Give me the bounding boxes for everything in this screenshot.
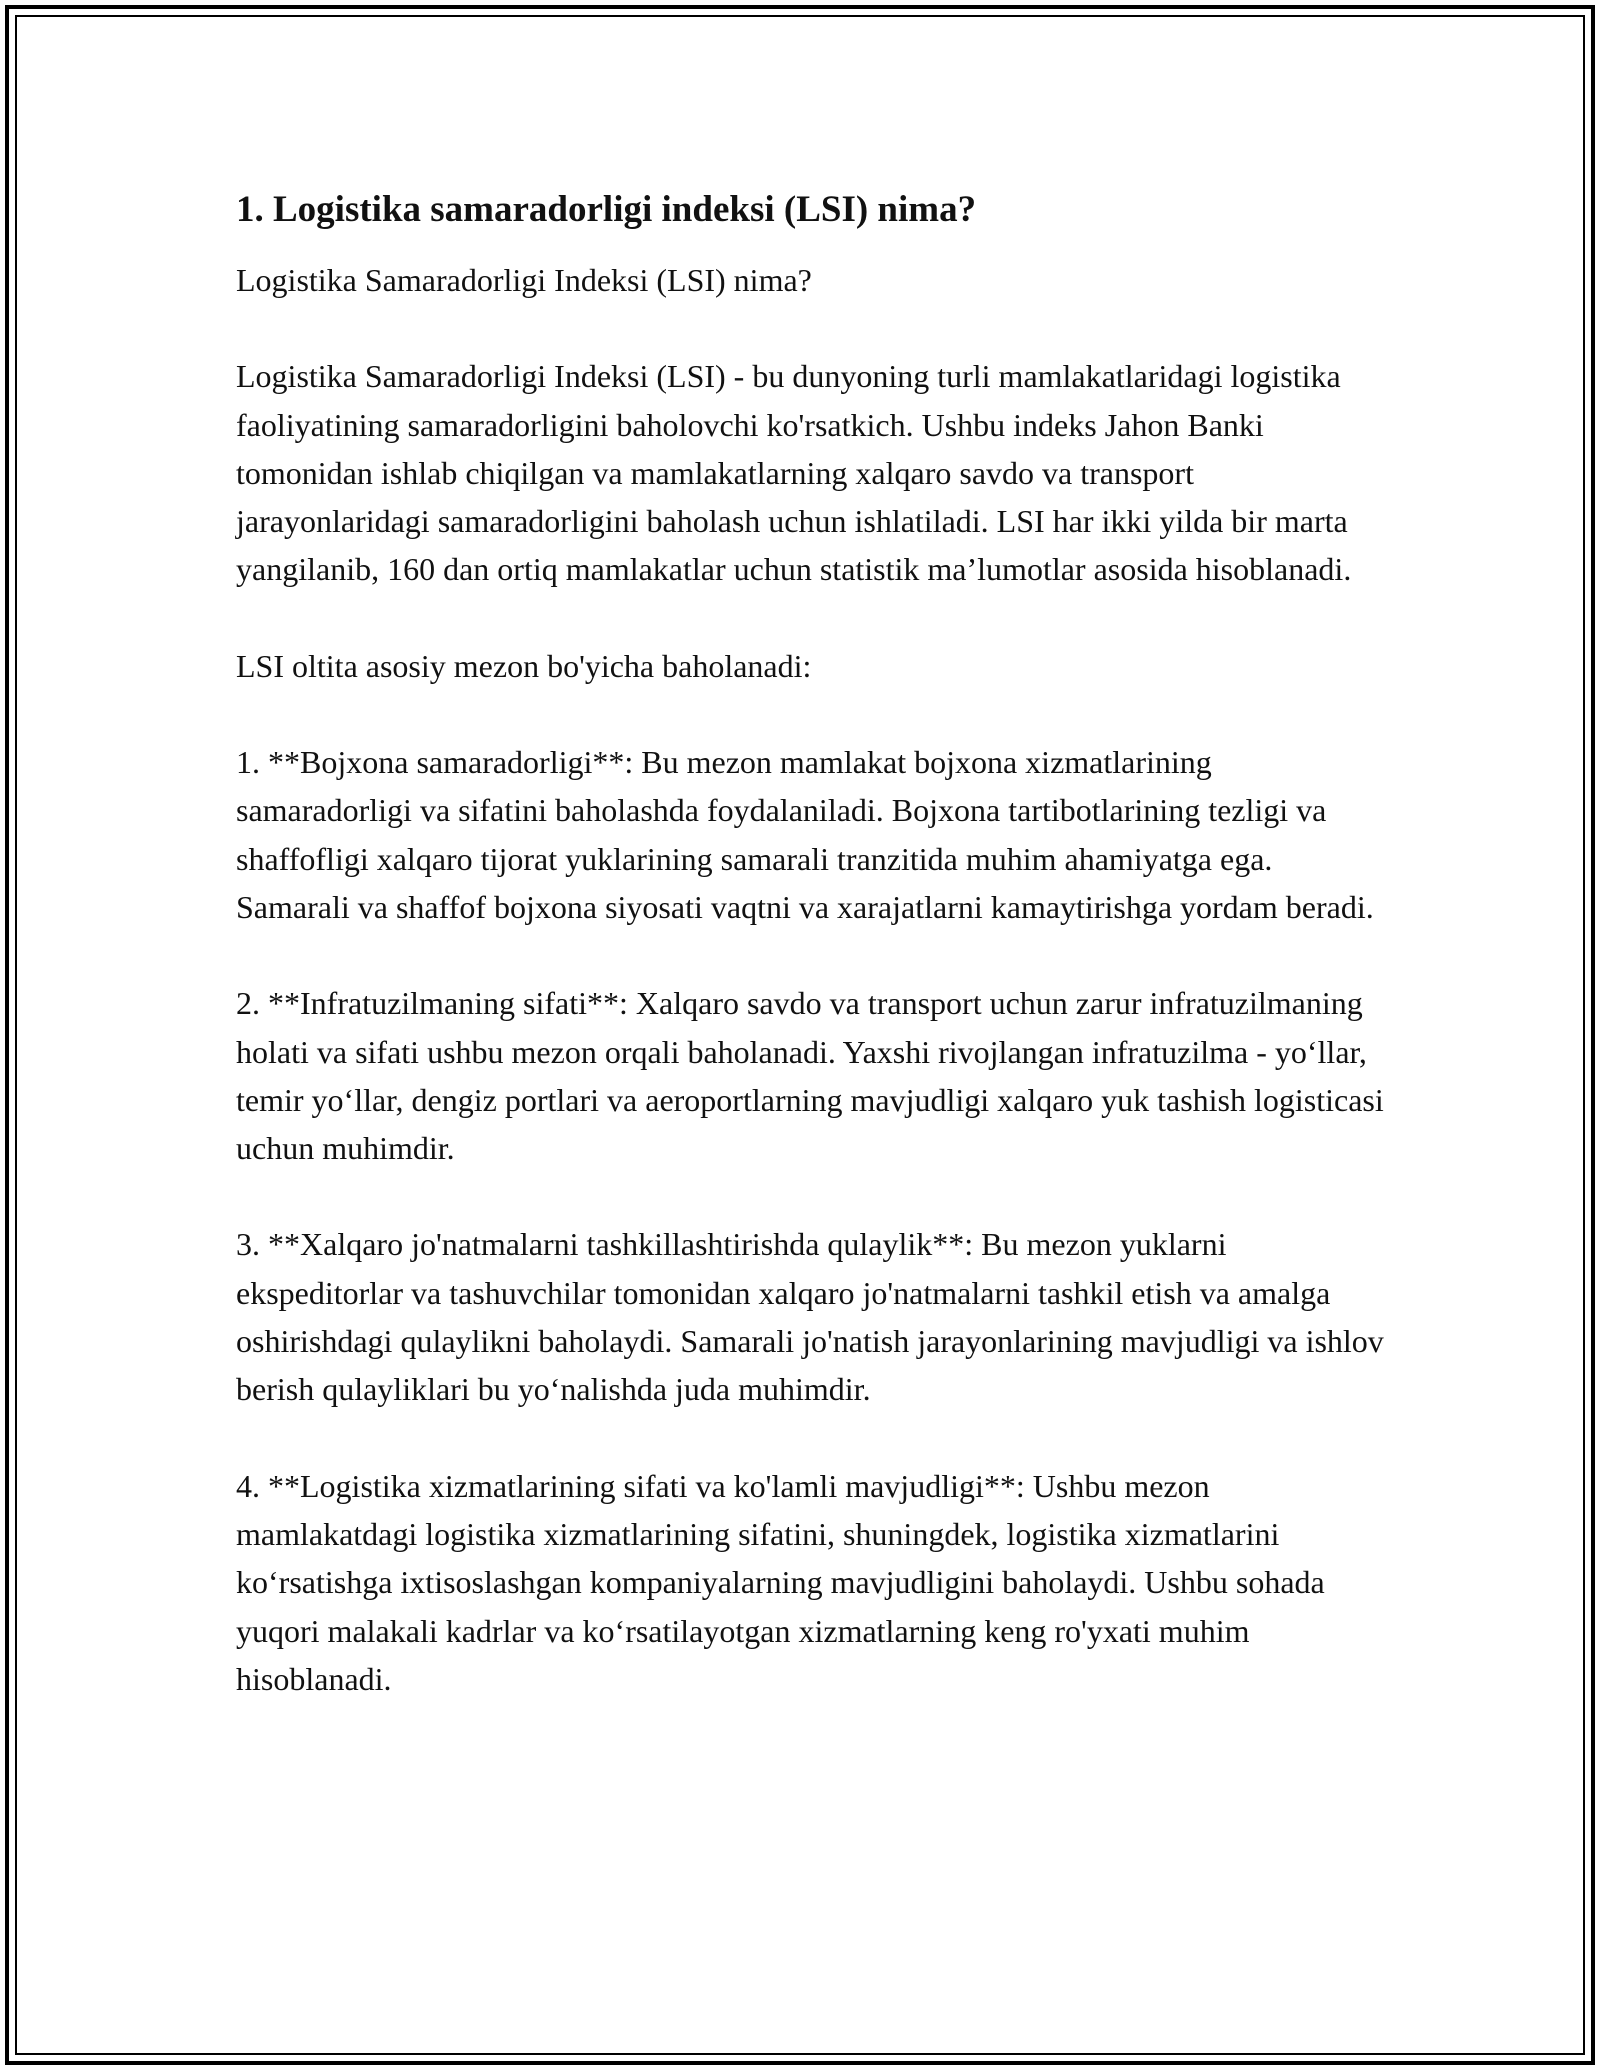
criterion-3-paragraph: 3. **Xalqaro jo'natmalarni tashkillashtirishda qulaylik**: Bu mezon yuklarni ekspeditorlar va tashuvchilar tomonidan xalqaro jo'natmalarni tashkil etish va amalga oshirishdagi qulaylikni baholaydi. Samarali jo'natish jarayonlarining mavjudligi va ishlov berish qulayliklari bu yo‘nalishda juda muhimdir.: [236, 1226, 1384, 1408]
criterion-4-paragraph: 4. **Logistika xizmatlarining sifati va ko'lamli mavjudligi**: Ushbu mezon mamlakatdagi logistika xizmatlarining sifatini, shuningdek, logistika xizmatlarini ko‘rsatishga ixtisoslashgan kompaniyalarning mavjudligini baholaydi. Ushbu sohada yuqori malakali kadrlar va ko‘rsatilayotgan xizmatlarning keng ro'yxati muhim hisoblanadi.: [236, 1467, 1325, 1697]
criterion-2-paragraph: 2. **Infratuzilmaning sifati**: Xalqaro savdo va transport uchun zarur infratuzilmaning holati va sifati ushbu mezon orqali baholanadi. Yaxshi rivojlangan infratuzilma - yo‘llar, temir yo‘llar, dengiz portlari va aeroportlarning mavjudligi xalqaro yuk tashish logisticasi uchun muhimdir.: [236, 985, 1384, 1167]
criteria-intro: LSI oltita asosiy mezon bo'yicha baholanadi:: [236, 647, 812, 684]
criterion-1-paragraph: 1. **Bojxona samaradorligi**: Bu mezon mamlakat bojxona xizmatlarining samaradorligi va sifatini baholashda foydalaniladi. Bojxona tartibotlarining tezligi va shaffofligi xalqaro tijorat yuklarining samarali tranzitida muhim ahamiyatga ega. Samarali va shaffof bojxona siyosati vaqtni va xarajatlarni kamaytirishga yordam beradi.: [236, 744, 1374, 925]
section-heading: 1. Logistika samaradorligi indeksi (LSI) nima?: [236, 189, 977, 230]
document-body: [236, 186, 1386, 1751]
intro-question: Logistika Samaradorligi Indeksi (LSI) nima?: [236, 262, 812, 298]
intro-paragraph: Logistika Samaradorligi Indeksi (LSI) - bu dunyoning turli mamlakatlaridagi logistika faoliyatining samaradorligini baholovchi ko'rsatkich. Ushbu indeks Jahon Banki tomonidan ishlab chiqilgan va mamlakatlarning xalqaro savdo va transport jarayonlaridagi samaradorligini baholash uchun ishlatiladi. LSI har ikki yilda bir marta yangilanib, 160 dan ortiq mamlakatlar uchun statistik ma’lumotlar asosida hisoblanadi.: [236, 358, 1352, 588]
